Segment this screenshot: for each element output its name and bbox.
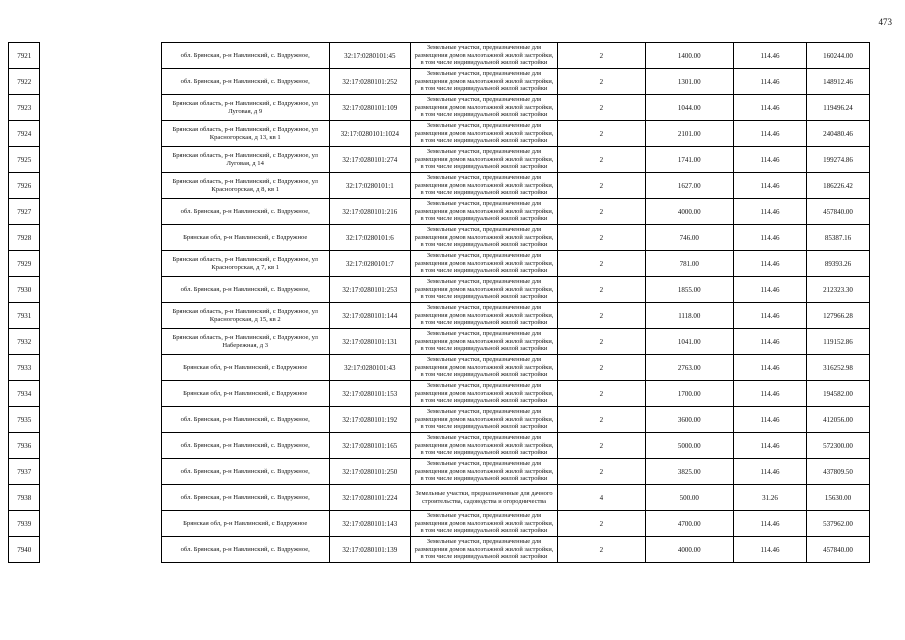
row-number-cell: 7940 — [9, 537, 40, 563]
cadastral-value-cell: 127966.28 — [807, 303, 870, 329]
cadastral-value-cell: 199274.86 — [807, 147, 870, 173]
cadastral-value-cell: 412056.00 — [807, 407, 870, 433]
row-number-cell: 7935 — [9, 407, 40, 433]
rate-cell: 114.46 — [733, 225, 806, 251]
cadastral-value-cell: 15630.00 — [807, 485, 870, 511]
land-use-cell: Земельные участки, предназначенные для размещения домов малоэтажной жилой застройки, в том числе индивидуальной жилой застройки — [411, 433, 558, 459]
table-row — [9, 511, 870, 537]
land-use-cell: Земельные участки, предназначенные для размещения домов малоэтажной жилой застройки, в том числе индивидуальной жилой застройки — [411, 173, 558, 199]
address-cell: Брянская область, р-н Навлинский, с Вздружное, ул Красногорская, д 8, кв 1 — [161, 173, 329, 199]
address-cell: Брянская область, р-н Навлинский, с Вздружное, ул Красногорская, д 13, кв 1 — [161, 121, 329, 147]
land-use-cell: Земельные участки, предназначенные для размещения домов малоэтажной жилой застройки, в том числе индивидуальной жилой застройки — [411, 459, 558, 485]
land-use-cell: Земельные участки, предназначенные для размещения домов малоэтажной жилой застройки, в том числе индивидуальной жилой застройки — [411, 407, 558, 433]
cadastral-value-cell: 457840.00 — [807, 537, 870, 563]
rate-cell: 114.46 — [733, 95, 806, 121]
table-body — [9, 43, 870, 563]
cadastral-number-cell: 32:17:0280101:109 — [329, 95, 411, 121]
area-cell: 1041.00 — [645, 329, 733, 355]
land-use-cell: Земельные участки, предназначенные для размещения домов малоэтажной жилой застройки, в том числе индивидуальной жилой застройки — [411, 355, 558, 381]
row-number-cell: 7936 — [9, 433, 40, 459]
land-use-cell: Земельные участки, предназначенные для размещения домов малоэтажной жилой застройки, в том числе индивидуальной жилой застройки — [411, 381, 558, 407]
address-cell: обл. Брянская, р-н Навлинский, с. Вздружное, — [161, 277, 329, 303]
page-number: 473 — [878, 17, 892, 27]
rate-cell: 114.46 — [733, 303, 806, 329]
separator-cell — [40, 433, 162, 459]
land-use-cell: Земельные участки, предназначенные для размещения домов малоэтажной жилой застройки, в том числе индивидуальной жилой застройки — [411, 511, 558, 537]
table-row — [9, 121, 870, 147]
separator-cell — [40, 303, 162, 329]
table-row — [9, 95, 870, 121]
cadastral-value-cell: 119152.86 — [807, 329, 870, 355]
group-cell: 2 — [557, 381, 645, 407]
separator-cell — [40, 381, 162, 407]
cadastral-number-cell: 32:17:0280101:153 — [329, 381, 411, 407]
group-cell: 4 — [557, 485, 645, 511]
row-number-cell: 7934 — [9, 381, 40, 407]
land-use-cell: Земельные участки, предназначенные для размещения домов малоэтажной жилой застройки, в том числе индивидуальной жилой застройки — [411, 537, 558, 563]
separator-cell — [40, 511, 162, 537]
address-cell: обл. Брянская, р-н Навлинский, с. Вздружное, — [161, 407, 329, 433]
area-cell: 2763.00 — [645, 355, 733, 381]
row-number-cell: 7938 — [9, 485, 40, 511]
land-use-cell: Земельные участки, предназначенные для размещения домов малоэтажной жилой застройки, в том числе индивидуальной жилой застройки — [411, 303, 558, 329]
separator-cell — [40, 485, 162, 511]
group-cell: 2 — [557, 511, 645, 537]
cadastral-number-cell: 32:17:0280101:43 — [329, 355, 411, 381]
address-cell: обл. Брянская, р-н Навлинский, с. Вздружное, — [161, 459, 329, 485]
cadastral-value-cell: 85387.16 — [807, 225, 870, 251]
area-cell: 3600.00 — [645, 407, 733, 433]
table-row — [9, 355, 870, 381]
cadastral-value-cell: 316252.98 — [807, 355, 870, 381]
rate-cell: 114.46 — [733, 121, 806, 147]
cadastral-number-cell: 32:17:0280101:253 — [329, 277, 411, 303]
land-use-cell: Земельные участки, предназначенные для размещения домов малоэтажной жилой застройки, в том числе индивидуальной жилой застройки — [411, 43, 558, 69]
cadastral-value-cell: 186226.42 — [807, 173, 870, 199]
area-cell: 4700.00 — [645, 511, 733, 537]
rate-cell: 114.46 — [733, 537, 806, 563]
row-number-cell: 7925 — [9, 147, 40, 173]
table-row — [9, 43, 870, 69]
address-cell: обл. Брянская, р-н Навлинский, с. Вздружное, — [161, 433, 329, 459]
table-row — [9, 485, 870, 511]
area-cell: 500.00 — [645, 485, 733, 511]
address-cell: Брянская обл, р-н Навлинский, с Вздружное — [161, 381, 329, 407]
address-cell: Брянская область, р-н Навлинский, с Вздружное, ул Луговая, д 9 — [161, 95, 329, 121]
cadastral-number-cell: 32:17:0280101:131 — [329, 329, 411, 355]
row-number-cell: 7939 — [9, 511, 40, 537]
cadastral-value-cell: 194582.00 — [807, 381, 870, 407]
cadastral-value-cell: 160244.00 — [807, 43, 870, 69]
rate-cell: 114.46 — [733, 69, 806, 95]
cadastral-value-cell: 437809.50 — [807, 459, 870, 485]
table-row — [9, 251, 870, 277]
address-cell: Брянская обл, р-н Навлинский, с Вздружное — [161, 511, 329, 537]
area-cell: 3825.00 — [645, 459, 733, 485]
cadastral-number-cell: 32:17:0280101:224 — [329, 485, 411, 511]
cadastral-value-cell: 89393.26 — [807, 251, 870, 277]
cadastral-value-cell: 212323.30 — [807, 277, 870, 303]
group-cell: 2 — [557, 459, 645, 485]
separator-cell — [40, 355, 162, 381]
table-row — [9, 537, 870, 563]
table-row — [9, 225, 870, 251]
group-cell: 2 — [557, 225, 645, 251]
table-row — [9, 277, 870, 303]
cadastral-number-cell: 32:17:0280101:6 — [329, 225, 411, 251]
group-cell: 2 — [557, 147, 645, 173]
row-number-cell: 7937 — [9, 459, 40, 485]
group-cell: 2 — [557, 43, 645, 69]
group-cell: 2 — [557, 537, 645, 563]
address-cell: обл. Брянская, р-н Навлинский, с. Вздружное, — [161, 537, 329, 563]
cadastral-value-cell: 119496.24 — [807, 95, 870, 121]
land-use-cell: Земельные участки, предназначенные для размещения домов малоэтажной жилой застройки, в том числе индивидуальной жилой застройки — [411, 121, 558, 147]
separator-cell — [40, 251, 162, 277]
land-use-cell: Земельные участки, предназначенные для дачного строительства, садоводства и огородничества — [411, 485, 558, 511]
separator-cell — [40, 407, 162, 433]
address-cell: Брянская обл, р-н Навлинский, с Вздружное — [161, 355, 329, 381]
cadastral-value-cell: 572300.00 — [807, 433, 870, 459]
table-row — [9, 69, 870, 95]
rate-cell: 114.46 — [733, 511, 806, 537]
group-cell: 2 — [557, 277, 645, 303]
group-cell: 2 — [557, 407, 645, 433]
row-number-cell: 7923 — [9, 95, 40, 121]
rate-cell: 114.46 — [733, 329, 806, 355]
area-cell: 1118.00 — [645, 303, 733, 329]
area-cell: 1627.00 — [645, 173, 733, 199]
cadastral-number-cell: 32:17:0280101:252 — [329, 69, 411, 95]
rate-cell: 114.46 — [733, 355, 806, 381]
rate-cell: 114.46 — [733, 43, 806, 69]
cadastral-number-cell: 32:17:0280101:7 — [329, 251, 411, 277]
separator-cell — [40, 225, 162, 251]
cadastral-number-cell: 32:17:0280101:216 — [329, 199, 411, 225]
table-row — [9, 303, 870, 329]
row-number-cell: 7933 — [9, 355, 40, 381]
table-row — [9, 199, 870, 225]
rate-cell: 114.46 — [733, 173, 806, 199]
separator-cell — [40, 147, 162, 173]
area-cell: 1855.00 — [645, 277, 733, 303]
land-use-cell: Земельные участки, предназначенные для размещения домов малоэтажной жилой застройки, в том числе индивидуальной жилой застройки — [411, 225, 558, 251]
land-use-cell: Земельные участки, предназначенные для размещения домов малоэтажной жилой застройки, в том числе индивидуальной жилой застройки — [411, 251, 558, 277]
area-cell: 1700.00 — [645, 381, 733, 407]
group-cell: 2 — [557, 329, 645, 355]
address-cell: обл. Брянская, р-н Навлинский, с. Вздружное, — [161, 485, 329, 511]
cadastral-value-cell: 240480.46 — [807, 121, 870, 147]
land-use-cell: Земельные участки, предназначенные для размещения домов малоэтажной жилой застройки, в том числе индивидуальной жилой застройки — [411, 277, 558, 303]
land-use-cell: Земельные участки, предназначенные для размещения домов малоэтажной жилой застройки, в том числе индивидуальной жилой застройки — [411, 199, 558, 225]
land-use-cell: Земельные участки, предназначенные для размещения домов малоэтажной жилой застройки, в том числе индивидуальной жилой застройки — [411, 69, 558, 95]
rate-cell: 31.26 — [733, 485, 806, 511]
row-number-cell: 7928 — [9, 225, 40, 251]
cadastral-number-cell: 32:17:0280101:274 — [329, 147, 411, 173]
cadastral-number-cell: 32:17:0280101:192 — [329, 407, 411, 433]
area-cell: 4000.00 — [645, 537, 733, 563]
land-use-cell: Земельные участки, предназначенные для размещения домов малоэтажной жилой застройки, в том числе индивидуальной жилой застройки — [411, 147, 558, 173]
rate-cell: 114.46 — [733, 407, 806, 433]
row-number-cell: 7927 — [9, 199, 40, 225]
cadastral-number-cell: 32:17:0280101:139 — [329, 537, 411, 563]
area-cell: 1741.00 — [645, 147, 733, 173]
cadastral-number-cell: 32:17:0280101:45 — [329, 43, 411, 69]
table-row — [9, 173, 870, 199]
address-cell: Брянская область, р-н Навлинский, с Вздружное, ул Красногорская, д 15, кв 2 — [161, 303, 329, 329]
address-cell: обл. Брянская, р-н Навлинский, с. Вздружное, — [161, 199, 329, 225]
area-cell: 781.00 — [645, 251, 733, 277]
address-cell: обл. Брянская, р-н Навлинский, с. Вздружное, — [161, 69, 329, 95]
row-number-cell: 7921 — [9, 43, 40, 69]
group-cell: 2 — [557, 95, 645, 121]
address-cell: Брянская область, р-н Навлинский, с Вздружное, ул Луговая, д 14 — [161, 147, 329, 173]
cadastral-value-cell: 148912.46 — [807, 69, 870, 95]
rate-cell: 114.46 — [733, 251, 806, 277]
cadastral-number-cell: 32:17:0280101:143 — [329, 511, 411, 537]
separator-cell — [40, 43, 162, 69]
group-cell: 2 — [557, 303, 645, 329]
address-cell: Брянская обл, р-н Навлинский, с Вздружное — [161, 225, 329, 251]
area-cell: 5000.00 — [645, 433, 733, 459]
row-number-cell: 7930 — [9, 277, 40, 303]
address-cell: Брянская область, р-н Навлинский, с Вздружное, ул Красногорская, д 7, кв 1 — [161, 251, 329, 277]
row-number-cell: 7929 — [9, 251, 40, 277]
rate-cell: 114.46 — [733, 459, 806, 485]
row-number-cell: 7924 — [9, 121, 40, 147]
land-use-cell: Земельные участки, предназначенные для размещения домов малоэтажной жилой застройки, в том числе индивидуальной жилой застройки — [411, 95, 558, 121]
cadastral-number-cell: 32:17:0280101:1 — [329, 173, 411, 199]
group-cell: 2 — [557, 433, 645, 459]
separator-cell — [40, 537, 162, 563]
row-number-cell: 7926 — [9, 173, 40, 199]
separator-cell — [40, 329, 162, 355]
address-cell: обл. Брянская, р-н Навлинский, с. Вздружное, — [161, 43, 329, 69]
cadastral-value-cell: 537962.00 — [807, 511, 870, 537]
group-cell: 2 — [557, 173, 645, 199]
group-cell: 2 — [557, 121, 645, 147]
rate-cell: 114.46 — [733, 433, 806, 459]
row-number-cell: 7922 — [9, 69, 40, 95]
separator-cell — [40, 173, 162, 199]
area-cell: 1301.00 — [645, 69, 733, 95]
table-row — [9, 381, 870, 407]
area-cell: 4000.00 — [645, 199, 733, 225]
separator-cell — [40, 459, 162, 485]
table-row — [9, 329, 870, 355]
group-cell: 2 — [557, 199, 645, 225]
address-cell: Брянская область, р-н Навлинский, с Вздружное, ул Набережная, д 3 — [161, 329, 329, 355]
rate-cell: 114.46 — [733, 147, 806, 173]
separator-cell — [40, 277, 162, 303]
area-cell: 1400.00 — [645, 43, 733, 69]
separator-cell — [40, 199, 162, 225]
table-row — [9, 433, 870, 459]
rate-cell: 114.46 — [733, 199, 806, 225]
row-number-cell: 7931 — [9, 303, 40, 329]
cadastral-number-cell: 32:17:0280101:1024 — [329, 121, 411, 147]
land-register-table — [8, 42, 870, 563]
table-row — [9, 147, 870, 173]
cadastral-number-cell: 32:17:0280101:144 — [329, 303, 411, 329]
cadastral-number-cell: 32:17:0280101:250 — [329, 459, 411, 485]
cadastral-value-cell: 457840.00 — [807, 199, 870, 225]
area-cell: 1044.00 — [645, 95, 733, 121]
area-cell: 2101.00 — [645, 121, 733, 147]
separator-cell — [40, 95, 162, 121]
rate-cell: 114.46 — [733, 277, 806, 303]
land-use-cell: Земельные участки, предназначенные для размещения домов малоэтажной жилой застройки, в том числе индивидуальной жилой застройки — [411, 329, 558, 355]
table-row — [9, 407, 870, 433]
separator-cell — [40, 69, 162, 95]
area-cell: 746.00 — [645, 225, 733, 251]
separator-cell — [40, 121, 162, 147]
group-cell: 2 — [557, 355, 645, 381]
rate-cell: 114.46 — [733, 381, 806, 407]
group-cell: 2 — [557, 69, 645, 95]
group-cell: 2 — [557, 251, 645, 277]
cadastral-number-cell: 32:17:0280101:165 — [329, 433, 411, 459]
row-number-cell: 7932 — [9, 329, 40, 355]
table-row — [9, 459, 870, 485]
